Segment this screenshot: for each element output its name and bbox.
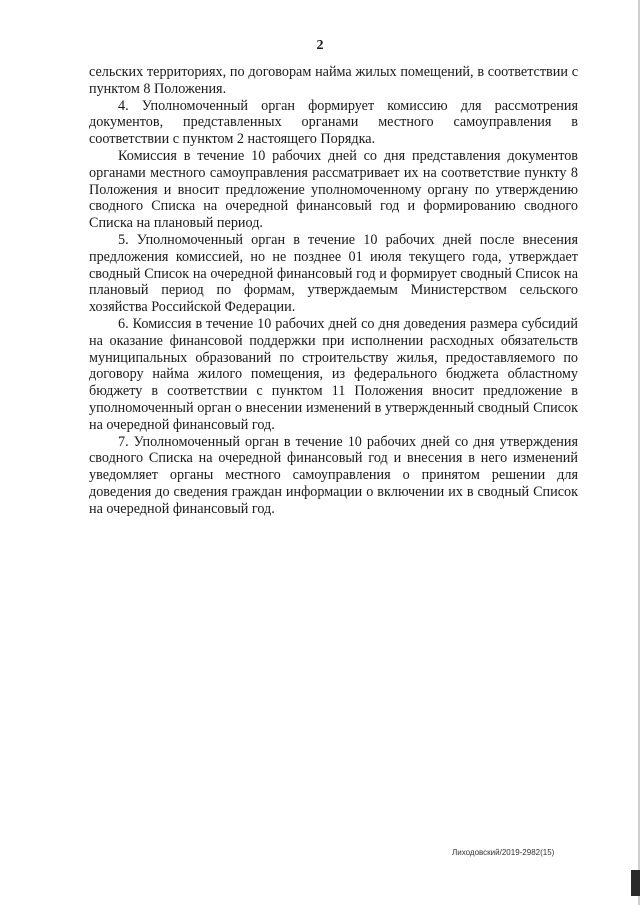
document-body xyxy=(89,64,578,518)
paragraph: 4. Уполномоченный орган формирует комиссию для рассмотрения документов, представленных органами местного самоуправления в соответствии с пунктом 2 настоящего Порядка. xyxy=(89,97,578,148)
paragraph: 5. Уполномоченный орган в течение 10 рабочих дней после внесения предложения комиссией, но не позднее 01 июля текущего года, утверждает сводный Список на очередной финансовый год и формирует сводный Список на плановый период по формам, утверждаемым Министерством сельского хозяйства Российской Федерации. xyxy=(89,231,578,316)
paragraph: 6. Комиссия в течение 10 рабочих дней со дня доведения размера субсидий на оказание финансовой поддержки при исполнении расходных обязательств муниципальных образований по строительству жилья, предоставляемого по договору найма жилого помещения, из федерального бюджета областному бюджету в соответствии с пунктом 11 Положения вносит предложение в уполномоченный орган о внесении изменений в утвержденный сводный Список на очередной финансовый год. xyxy=(89,315,578,433)
document-registration-code: Лиходовский/2019-2982(15) xyxy=(452,848,555,857)
scan-edge-mark xyxy=(631,870,640,896)
paragraph: Комиссия в течение 10 рабочих дней со дня представления документов органами местного самоуправления рассматривает их на соответствие пункту 8 Положения и вносит предложение уполномоченному органу по утверждению сводного Списка на очередной финансовый год и формированию сводного Списка на плановый период. xyxy=(89,147,578,232)
paragraph: 7. Уполномоченный орган в течение 10 рабочих дней со дня утверждения сводного Списка на очередной финансовый год и внесения в него изменений уведомляет органы местного самоуправления о принятом решении для доведения до сведения граждан информации о включении их в сводный Список на очередной финансовый год. xyxy=(89,433,578,517)
page-number: 2 xyxy=(316,38,324,53)
paragraph: сельских территориях, по договорам найма жилых помещений, в соответствии с пунктом 8 Положения. xyxy=(89,64,578,97)
